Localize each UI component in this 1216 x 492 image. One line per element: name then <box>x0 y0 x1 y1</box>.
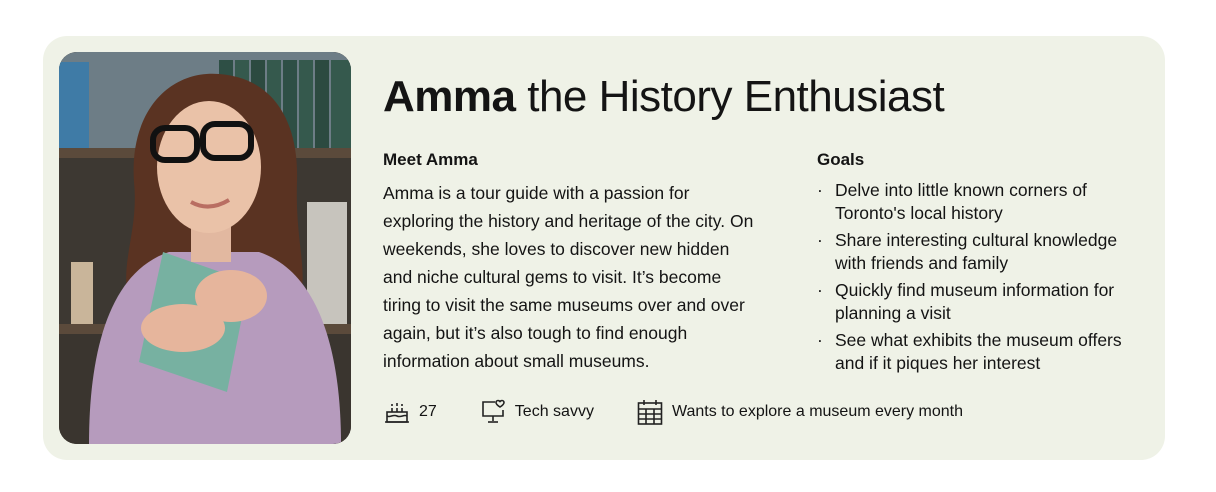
goal-item: · Quickly find museum information for planning a visit <box>817 280 1115 323</box>
meet-heading: Meet Amma <box>383 150 478 169</box>
tech-stat <box>479 398 594 426</box>
age-stat <box>383 398 437 426</box>
stats-row <box>383 398 1005 426</box>
frequency-stat <box>636 398 963 426</box>
meet-section <box>383 149 763 375</box>
monitor-heart-icon <box>479 398 507 426</box>
goals-heading: Goals <box>817 150 865 169</box>
goal-list <box>817 179 1147 375</box>
age-value: 27 <box>419 403 437 420</box>
goal-item: · Delve into little known corners of Toronto's local history <box>817 180 1087 223</box>
tech-label: Tech savvy <box>514 403 594 420</box>
bullet: · <box>817 230 823 250</box>
persona-title <box>383 70 944 124</box>
bullet: · <box>817 330 823 350</box>
cake-icon <box>383 398 411 426</box>
goal-item: · Share interesting cultural knowledge with friends and family <box>817 230 1118 273</box>
persona-photo <box>59 52 351 444</box>
frequency-label: Wants to explore a museum every month <box>671 403 964 420</box>
persona-title-rest: the History Enthusiast <box>515 72 945 121</box>
goal-item: · See what exhibits the museum offers and if it piques her interest <box>817 330 1122 373</box>
persona-card <box>43 36 1165 460</box>
calendar-icon <box>636 398 664 426</box>
bullet: · <box>817 280 823 300</box>
bullet: · <box>817 180 823 200</box>
persona-name: Amma <box>383 72 516 121</box>
meet-body: Amma is a tour guide with a passion for exploring the history and heritage of the city. On weekends, she loves to discover new hidden and niche cultural gems to visit. It’s become tiring to visit the same museums over and over again, but it’s also tough to find enough information about small museums. <box>383 183 754 371</box>
goals-section <box>817 149 1147 379</box>
